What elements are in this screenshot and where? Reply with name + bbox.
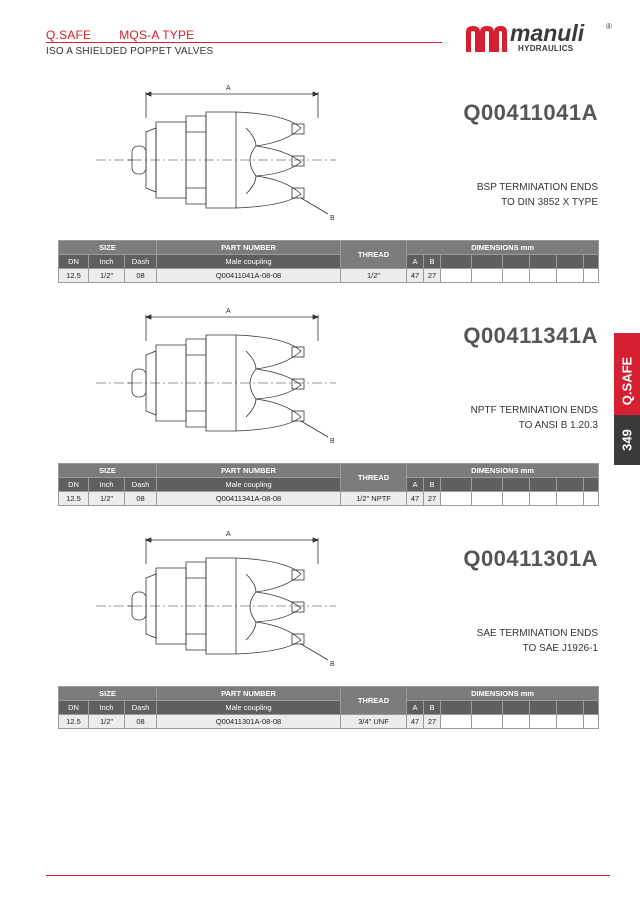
empty-header	[503, 478, 530, 492]
empty-cell	[472, 715, 503, 729]
a-header: A	[407, 478, 424, 492]
dimensions-header: DIMENSIONS mm	[407, 687, 599, 701]
side-tab-label: Q.SAFE	[619, 356, 635, 406]
part-number-header: PART NUMBER	[157, 687, 341, 701]
dimensions-header: DIMENSIONS mm	[407, 464, 599, 478]
table-row	[59, 269, 599, 283]
empty-header	[530, 478, 557, 492]
manuli-m-icon	[464, 24, 508, 54]
part-number-cell: Q00411301A-08-08	[157, 715, 341, 729]
logo-wordmark: manuli	[510, 20, 585, 46]
dimension-a-label: A	[226, 531, 231, 538]
empty-cell	[503, 715, 530, 729]
inch-cell: 1/2"	[89, 492, 125, 506]
dn-header: DN	[59, 255, 89, 269]
empty-cell	[503, 269, 530, 283]
empty-header	[584, 255, 599, 269]
dimensions-header: DIMENSIONS mm	[407, 241, 599, 255]
empty-header	[503, 701, 530, 715]
inch-header: Inch	[89, 255, 125, 269]
empty-cell	[472, 492, 503, 506]
empty-cell	[530, 715, 557, 729]
dash-header: Dash	[125, 701, 157, 715]
empty-cell	[584, 492, 599, 506]
empty-header	[557, 255, 584, 269]
dimension-b-label: B	[330, 215, 335, 222]
product-block	[0, 82, 640, 302]
empty-cell	[557, 715, 584, 729]
product-description	[477, 626, 598, 656]
b-cell: 27	[424, 269, 441, 283]
part-number-cell: Q00411341A-08-08	[157, 492, 341, 506]
section-title	[46, 28, 194, 42]
empty-header	[584, 701, 599, 715]
dimension-b-label: B	[330, 661, 335, 668]
thread-cell: 1/2"	[341, 269, 407, 283]
spec-table	[58, 240, 599, 283]
empty-cell	[584, 269, 599, 283]
part-number-header: PART NUMBER	[157, 241, 341, 255]
product-code: Q00411301A	[463, 546, 598, 571]
product-block	[0, 305, 640, 525]
part-number-cell: Q00411041A-08-08	[157, 269, 341, 283]
dn-header: DN	[59, 478, 89, 492]
empty-cell	[441, 715, 472, 729]
manuli-logo	[464, 22, 614, 56]
spec-table	[58, 686, 599, 729]
a-cell: 47	[407, 492, 424, 506]
male-coupling-header: Male coupling	[157, 255, 341, 269]
dimension-a-label: A	[226, 308, 231, 315]
description-line: SAE TERMINATION ENDS	[476, 628, 598, 639]
header-rule	[46, 42, 442, 43]
b-cell: 27	[424, 492, 441, 506]
thread-header: THREAD	[341, 241, 407, 269]
empty-cell	[530, 269, 557, 283]
dimension-a-label: A	[226, 85, 231, 92]
size-header: SIZE	[59, 687, 157, 701]
empty-header	[557, 478, 584, 492]
dn-cell: 12.5	[59, 269, 89, 283]
empty-header	[441, 701, 472, 715]
empty-cell	[584, 715, 599, 729]
b-cell: 27	[424, 715, 441, 729]
size-header: SIZE	[59, 464, 157, 478]
registered-mark: ®	[606, 22, 612, 31]
product-code: Q00411041A	[463, 100, 598, 125]
empty-cell	[472, 269, 503, 283]
product-block	[0, 528, 640, 748]
empty-header	[472, 255, 503, 269]
product-code: Q00411341A	[463, 323, 598, 348]
part-number-header: PART NUMBER	[157, 464, 341, 478]
footer-rule	[46, 875, 610, 876]
empty-header	[584, 478, 599, 492]
inch-header: Inch	[89, 701, 125, 715]
dn-cell: 12.5	[59, 715, 89, 729]
table-row	[59, 715, 599, 729]
a-cell: 47	[407, 715, 424, 729]
product-type: MQS-A TYPE	[119, 28, 195, 42]
a-cell: 47	[407, 269, 424, 283]
thread-header: THREAD	[341, 464, 407, 492]
inch-cell: 1/2"	[89, 269, 125, 283]
empty-cell	[503, 492, 530, 506]
product-description	[477, 180, 598, 210]
thread-cell: 3/4" UNF	[341, 715, 407, 729]
dash-cell: 08	[125, 269, 157, 283]
dash-header: Dash	[125, 255, 157, 269]
description-line: BSP TERMINATION ENDS	[476, 182, 598, 193]
coupling-drawing	[96, 305, 346, 455]
a-header: A	[407, 701, 424, 715]
page-number: 349	[619, 429, 635, 451]
b-header: B	[424, 255, 441, 269]
dn-header: DN	[59, 701, 89, 715]
coupling-drawing	[96, 528, 346, 678]
empty-cell	[557, 269, 584, 283]
empty-header	[530, 701, 557, 715]
dash-header: Dash	[125, 478, 157, 492]
thread-header: THREAD	[341, 687, 407, 715]
empty-header	[441, 478, 472, 492]
inch-cell: 1/2"	[89, 715, 125, 729]
empty-header	[530, 255, 557, 269]
dimension-b-label: B	[330, 438, 335, 445]
coupling-drawing	[96, 82, 346, 232]
dn-cell: 12.5	[59, 492, 89, 506]
b-header: B	[424, 478, 441, 492]
empty-cell	[441, 269, 472, 283]
dash-cell: 08	[125, 715, 157, 729]
empty-header	[472, 478, 503, 492]
section-name: Q.SAFE	[46, 28, 92, 42]
description-line: TO ANSI B 1.20.3	[518, 420, 598, 431]
section-subtitle: ISO A SHIELDED POPPET VALVES	[46, 46, 214, 57]
dash-cell: 08	[125, 492, 157, 506]
empty-header	[441, 255, 472, 269]
inch-header: Inch	[89, 478, 125, 492]
male-coupling-header: Male coupling	[157, 701, 341, 715]
thread-cell: 1/2" NPTF	[341, 492, 407, 506]
description-line: NPTF TERMINATION ENDS	[470, 405, 598, 416]
description-line: TO DIN 3852 X TYPE	[501, 197, 598, 208]
empty-header	[472, 701, 503, 715]
logo-tagline: HYDRAULICS	[518, 44, 574, 53]
empty-cell	[557, 492, 584, 506]
table-row	[59, 492, 599, 506]
spec-table	[58, 463, 599, 506]
a-header: A	[407, 255, 424, 269]
empty-cell	[441, 492, 472, 506]
description-line: TO SAE J1926-1	[522, 643, 598, 654]
empty-header	[557, 701, 584, 715]
male-coupling-header: Male coupling	[157, 478, 341, 492]
product-description	[471, 403, 598, 433]
empty-header	[503, 255, 530, 269]
empty-cell	[530, 492, 557, 506]
b-header: B	[424, 701, 441, 715]
size-header: SIZE	[59, 241, 157, 255]
